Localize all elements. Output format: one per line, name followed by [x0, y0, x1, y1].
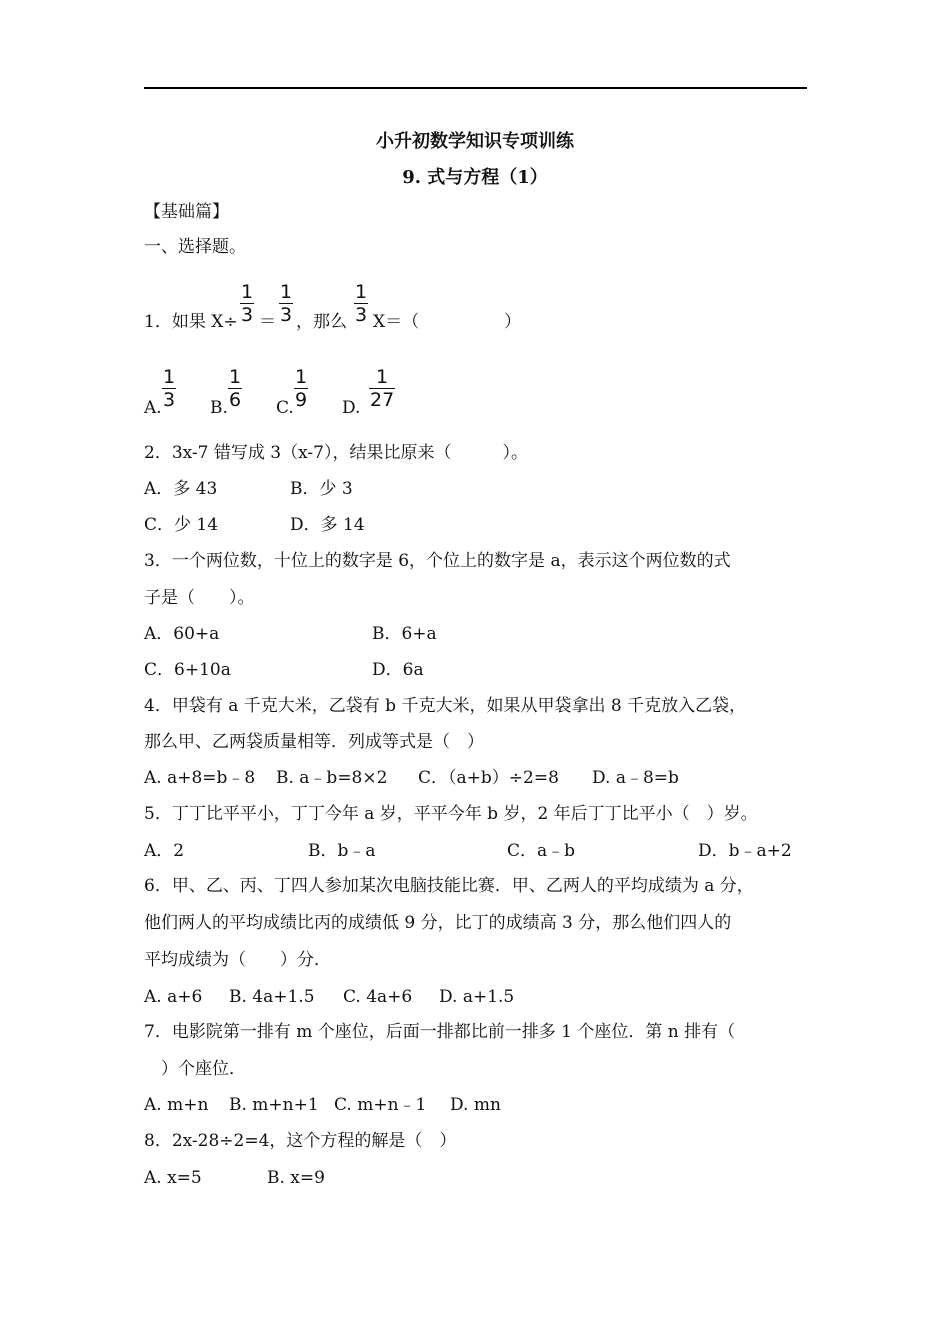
q1-option-c-label: C.	[276, 398, 294, 418]
fraction-num: 1	[163, 366, 176, 388]
q6-option-a: A. a+6	[144, 987, 203, 1007]
q5-option-b: B．b﹣a	[308, 841, 376, 861]
q6-option-d: D. a+1.5	[439, 987, 515, 1007]
q7-option-a: A. m+n	[144, 1095, 209, 1115]
q6-option-b: B. 4a+1.5	[229, 987, 315, 1007]
fraction-den: 9	[295, 389, 308, 411]
q1-fraction-b	[279, 282, 293, 325]
q1-mid: ，那么	[296, 312, 347, 332]
q2-stem: 2．3x-7 错写成 3（x-7），结果比原来（ ）。	[144, 443, 528, 463]
q2-option-d: D．多 14	[290, 515, 365, 535]
q3-option-a: A．60+a	[144, 624, 220, 644]
q1-prefix: 1．如果 X÷	[144, 312, 238, 332]
q1-option-b-fraction	[228, 367, 242, 410]
q7-stem-line-2: ）个座位．	[144, 1059, 246, 1079]
q7-option-d: D. mn	[450, 1095, 501, 1115]
q4-option-c: C．（a+b）÷2=8	[418, 768, 559, 788]
q3-stem-line-1: 3．一个两位数，十位上的数字是 6，个位上的数字是 a，表示这个两位数的式	[144, 551, 731, 571]
q5-stem: 5．丁丁比平平小，丁丁今年 a 岁，平平今年 b 岁，2 年后丁丁比平小（ ）岁。	[144, 804, 758, 824]
q1-fraction-a	[240, 282, 254, 325]
fraction-den: 3	[163, 389, 176, 411]
page-title: 小升初数学知识专项训练	[376, 131, 574, 152]
q6-stem-line-2: 他们两人的平均成绩比丙的成绩低 9 分，比丁的成绩高 3 分，那么他们四人的	[144, 913, 732, 933]
q1-suffix: X＝（ ）	[373, 312, 522, 332]
q4-option-d: D. a﹣8=b	[592, 768, 679, 788]
q6-option-c: C. 4a+6	[343, 987, 413, 1007]
q1-option-d-fraction	[369, 367, 395, 410]
q4-stem-line-1: 4．甲袋有 a 千克大米，乙袋有 b 千克大米，如果从甲袋拿出 8 千克放入乙袋，	[144, 696, 747, 716]
q8-stem: 8．2x-28÷2=4，这个方程的解是（ ）	[144, 1131, 457, 1151]
q1-fraction-b-num: 1	[280, 281, 293, 303]
fraction-num: 1	[229, 366, 242, 388]
q3-option-c: C．6+10a	[144, 660, 231, 680]
q2-option-b: B．少 3	[290, 479, 353, 499]
q5-option-d: D．b﹣a+2	[698, 841, 792, 861]
q1-option-d-label: D.	[342, 398, 361, 418]
q1-fraction-a-den: 3	[241, 304, 254, 326]
q7-stem-line-1: 7．电影院第一排有 m 个座位，后面一排都比前一排多 1 个座位．第 n 排有（	[144, 1022, 736, 1042]
q5-option-a: A．2	[144, 841, 185, 861]
q6-stem-line-3: 平均成绩为（ ）分．	[144, 950, 331, 970]
q2-option-c: C．少 14	[144, 515, 219, 535]
fraction-den: 27	[370, 389, 395, 411]
q5-option-c: C．a﹣b	[507, 841, 576, 861]
q1-option-c-fraction	[294, 367, 308, 410]
header-rule	[144, 87, 807, 89]
q1-fraction-a-num: 1	[241, 281, 254, 303]
q1-eq: ＝	[259, 312, 276, 332]
q6-stem-line-1: 6．甲、乙、丙、丁四人参加某次电脑技能比赛．甲、乙两人的平均成绩为 a 分，	[144, 876, 754, 896]
q4-option-a: A. a+8=b﹣8	[144, 768, 256, 788]
q1-fraction-c-num: 1	[355, 281, 368, 303]
q1-fraction-c-den: 3	[355, 304, 368, 326]
q7-option-c: C. m+n﹣1	[334, 1095, 427, 1115]
q4-option-b: B. a﹣b=8×2	[276, 768, 388, 788]
q3-option-d: D．6a	[372, 660, 424, 680]
q8-option-b: B. x=9	[267, 1168, 325, 1188]
q8-option-a: A. x=5	[144, 1168, 202, 1188]
q1-option-a-fraction	[162, 367, 176, 410]
section-label: 【基础篇】	[144, 202, 229, 222]
q1-option-a-label: A.	[144, 398, 162, 418]
q1-fraction-c	[354, 282, 368, 325]
q2-option-a: A．多 43	[144, 479, 218, 499]
q4-stem-line-2: 那么甲、乙两袋质量相等．列成等式是（ ）	[144, 732, 484, 752]
fraction-den: 6	[229, 389, 242, 411]
fraction-num: 1	[376, 366, 389, 388]
q1-fraction-b-den: 3	[280, 304, 293, 326]
page-subtitle: 9. 式与方程（1）	[402, 167, 548, 188]
q3-stem-line-2: 子是（ ）。	[144, 588, 255, 608]
fraction-num: 1	[295, 366, 308, 388]
q1-option-b-label: B.	[210, 398, 228, 418]
q3-option-b: B．6+a	[372, 624, 437, 644]
q7-option-b: B. m+n+1	[229, 1095, 319, 1115]
part-label: 一、选择题。	[144, 237, 246, 257]
